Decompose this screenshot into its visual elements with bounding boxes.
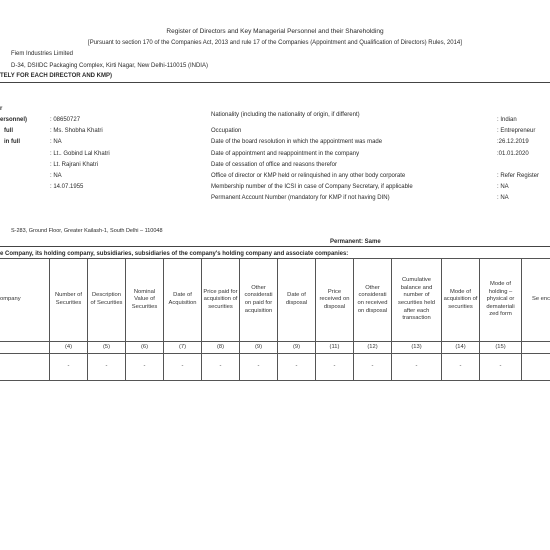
- col-encumbrance-header: Se enc: [522, 259, 550, 342]
- address-divider: [0, 246, 550, 247]
- table-row: [0, 354, 550, 381]
- appointment-date-value: :01.01.2020: [497, 151, 529, 157]
- table-cell: (5): [88, 342, 126, 354]
- table-cell: -: [316, 354, 354, 381]
- col-nominal-value-header: Nominal Value of Securities: [126, 259, 164, 342]
- spouse-value: : NA: [50, 173, 62, 179]
- cessation-label: Date of cessation of office and reasons therefor: [211, 162, 337, 168]
- table-cell: -: [392, 354, 442, 381]
- left-label-2: ersonnel): [0, 117, 28, 123]
- other-office-value: : Refer Register: [497, 173, 540, 179]
- col-date-acquisition-header: Date of Acquisition: [164, 259, 202, 342]
- table-cell: (9): [240, 342, 278, 354]
- din-value: : 08650727: [50, 117, 81, 123]
- table-cell: -: [442, 354, 480, 381]
- table-number-row: [0, 342, 550, 354]
- table-cell: (4): [50, 342, 88, 354]
- table-cell: -: [88, 354, 126, 381]
- table-cell: [522, 342, 550, 354]
- table-cell: (12): [354, 342, 392, 354]
- col-price-received-header: Price received on disposal: [316, 259, 354, 342]
- securities-table: [0, 258, 550, 381]
- register-subtitle: [Pursuant to section 170 of the Companies Act, 2013 and rule 17 of the Companies (Appointment and Qualification of Directors) Rules, 2014]: [88, 40, 462, 46]
- dob-value: : 14.07.1955: [50, 184, 84, 190]
- board-resolution-label: Date of the board resolution in which the appointment was made: [211, 139, 383, 145]
- table-cell: [0, 342, 50, 354]
- col-cumulative-balance-header: Cumulative balance and number of securities held after each transaction: [392, 259, 442, 342]
- col-number-header: Number of Securities: [50, 259, 88, 342]
- occupation-value: : Entrepreneur: [497, 128, 536, 134]
- col-date-disposal-header: Date of disposal: [278, 259, 316, 342]
- left-label-3: full: [4, 128, 13, 134]
- table-cell: -: [354, 354, 392, 381]
- nationality-label: Nationality (including the nationality of origin, if different): [211, 112, 360, 118]
- col-mode-acquisition-header: Mode of acquisition of securities: [442, 259, 480, 342]
- col-mode-holding-header: Mode of holding – physical or demateriali zed form: [480, 259, 522, 342]
- table-cell: (13): [392, 342, 442, 354]
- table-header-row: [0, 259, 550, 342]
- col-description-header: Description of Securities: [88, 259, 126, 342]
- icsi-value: : NA: [497, 184, 509, 190]
- permanent-address: Permanent: Same: [330, 239, 381, 245]
- table-cell: -: [202, 354, 240, 381]
- occupation-label: Occupation: [211, 128, 242, 134]
- board-resolution-value: :26.12.2019: [497, 139, 529, 145]
- table-cell: (6): [126, 342, 164, 354]
- col-other-consideration-paid-header: Other considerati on paid for acquisition: [240, 259, 278, 342]
- present-address: S-283, Ground Floor, Greater Kailash-1, South Delhi – 110048: [11, 228, 163, 234]
- formerly-value: : NA: [50, 139, 62, 145]
- father-value: : Lt.. Gobind Lal Khatri: [50, 151, 110, 157]
- table-cell: -: [240, 354, 278, 381]
- table-cell: (11): [316, 342, 354, 354]
- register-title: Register of Directors and Key Managerial Personnel and their Shareholding: [166, 28, 384, 35]
- left-label-4: in full: [4, 139, 20, 145]
- table-cell: -: [278, 354, 316, 381]
- nationality-value: : Indian: [497, 117, 517, 123]
- table-cell: (9): [278, 342, 316, 354]
- name-value: : Ms. Shobha Khatri: [50, 128, 103, 134]
- table-cell: -: [126, 354, 164, 381]
- icsi-label: Membership number of the ICSI in case of Company Secretary, if applicable: [211, 184, 413, 190]
- col-other-consideration-received-header: Other considerati on received on disposal: [354, 259, 392, 342]
- table-cell: -: [50, 354, 88, 381]
- header-divider: [0, 82, 550, 83]
- table-cell: [0, 354, 50, 381]
- mother-value: : Lt. Rajrani Khatri: [50, 162, 99, 168]
- col-price-paid-header: Price paid for acquisition of securities: [202, 259, 240, 342]
- section-note: TELY FOR EACH DIRECTOR AND KMP): [0, 73, 113, 79]
- other-office-label: Office of director or KMP held or relinquished in any other body corporate: [211, 173, 406, 179]
- table-cell: (7): [164, 342, 202, 354]
- table-cell: (14): [442, 342, 480, 354]
- table-cell: -: [480, 354, 522, 381]
- pan-label: Permanent Account Number (mandatory for KMP if not having DIN): [211, 195, 390, 201]
- pan-value: : NA: [497, 195, 509, 201]
- appointment-date-label: Date of appointment and reappointment in the company: [211, 151, 360, 157]
- table-cell: [522, 354, 550, 381]
- col-company-header: ompany: [0, 259, 50, 342]
- left-label-1: r: [0, 106, 3, 112]
- company-address: D-34, DSIIDC Packaging Complex, Kirti Nagar, New Delhi-110015 (INDIA): [11, 63, 208, 69]
- company-name: Fiem Industries Limited: [11, 51, 74, 57]
- table-cell: (8): [202, 342, 240, 354]
- table-cell: (15): [480, 342, 522, 354]
- securities-title: e Company, its holding company, subsidiaries, subsidiaries of the company's holding company and associate companies:: [0, 251, 349, 257]
- table-cell: -: [164, 354, 202, 381]
